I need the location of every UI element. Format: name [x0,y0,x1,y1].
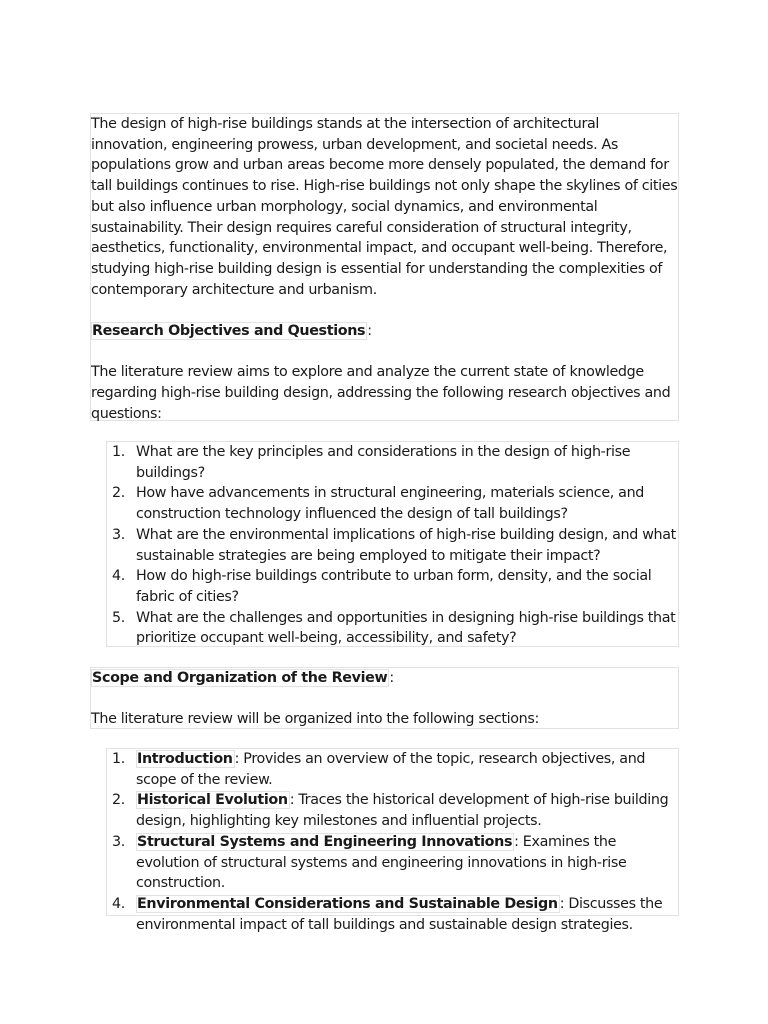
list-number: 3. [112,526,125,543]
sections-list [107,749,678,935]
question-text: What are the environmental implications of high-rise building design, and what sustainable strategies are being employed to mitigate their impact? [136,526,676,564]
intro-block [90,113,679,421]
research-heading-suffix: : [367,323,372,340]
scope-paragraph: The literature review will be organized into the following sections: [91,711,539,728]
question-text: How have advancements in structural engineering, materials science, and construction technology influenced the design of tall buildings? [136,485,645,523]
list-item [107,483,678,524]
list-item [107,566,678,607]
research-paragraph: The literature review aims to explore and analyze the current state of knowledge regarding high-rise building design, addressing the following research objectives and questions: [91,364,671,422]
list-item [107,790,678,831]
list-number: 1. [112,751,125,767]
list-item [107,525,678,566]
list-number: 2. [112,485,125,502]
section-description: : Discusses the environmental impact of tall buildings and sustainable design strategies. [136,895,663,933]
question-text: What are the key principles and considerations in the design of high-rise buildings? [136,444,631,481]
list-number: 4. [112,568,125,585]
question-text: What are the challenges and opportunities in designing high-rise buildings that prioritize occupant well-being, accessibility, and safety? [136,609,676,647]
scope-heading-text: Scope and Organization of the Review [92,670,388,686]
list-number: 4. [112,895,125,912]
list-item [107,832,678,894]
list-item [107,442,678,483]
section-description: : Traces the historical development of high-rise building design, highlighting key milestones and influential projects. [136,792,669,830]
section-term: Introduction [137,751,233,767]
list-number: 2. [112,792,125,809]
scope-heading-suffix: : [389,670,394,686]
scope-heading [91,668,678,689]
sections-block [106,748,679,933]
research-questions-block [106,441,679,647]
research-heading-text: Research Objectives and Questions [92,323,366,340]
list-item [107,608,678,649]
section-term: Structural Systems and Engineering Innovations [137,833,513,850]
section-term: Environmental Considerations and Sustainable Design [137,895,558,912]
question-text: How do high-rise buildings contribute to urban form, density, and the social fabric of cities? [136,568,652,605]
section-description: : Examines the evolution of structural systems and engineering innovations in high-rise construction. [136,833,627,892]
intro-paragraph: The design of high-rise buildings stands at the intersection of architectural innovation, engineering prowess, urban development, and societal needs. As populations grow and urban areas become more densely populated, the demand for tall buildings continues to rise. High-rise buildings not only shape the skylines of cities but also influence urban morphology, social dynamics, and environmental sustainability. Their design requires careful consideration of structural integrity, aesthetics, functionality, environmental impact, and occupant well-being. Therefore, studying high-rise building design is essential for understanding the complexities of contemporary architecture and urbanism. [91,116,678,298]
research-questions-list [107,442,678,649]
scope-block [90,667,679,729]
list-number: 1. [112,444,125,460]
list-item [107,894,678,935]
list-number: 5. [112,609,125,626]
list-item [107,749,678,790]
list-number: 3. [112,833,125,850]
section-term: Historical Evolution [137,792,288,809]
research-heading [91,321,678,342]
section-description: : Provides an overview of the topic, research objectives, and scope of the review. [136,751,646,788]
